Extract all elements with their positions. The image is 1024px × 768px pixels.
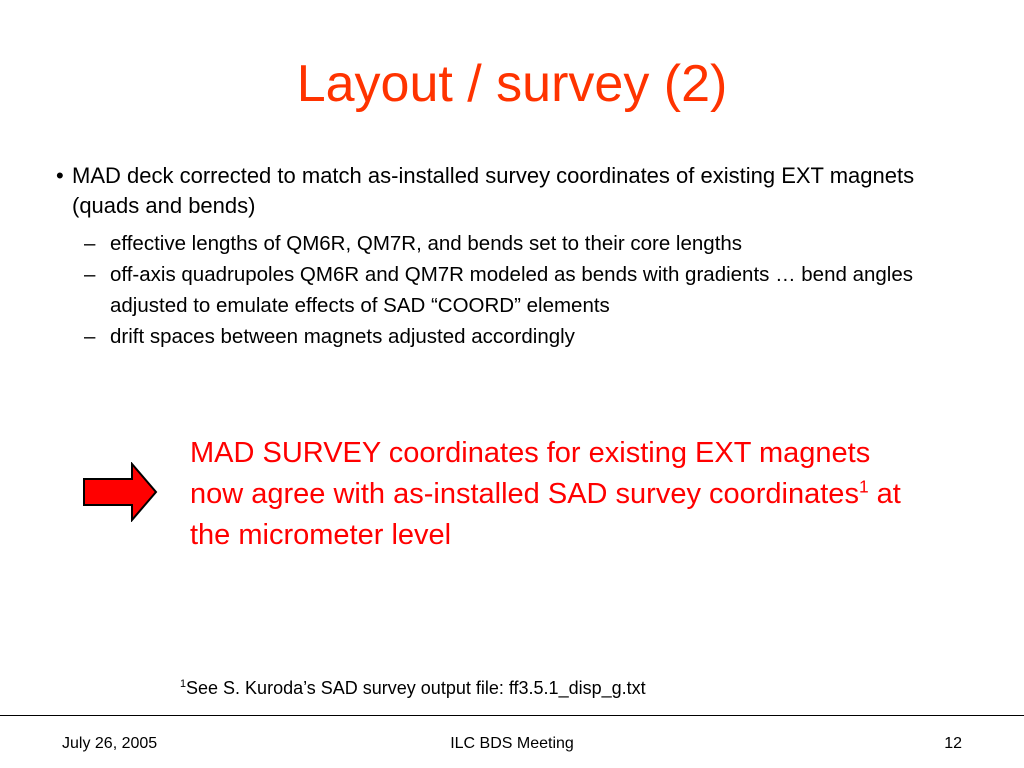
sub-bullet-item (84, 228, 976, 259)
sub-bullet-item (84, 321, 976, 352)
sub-bullet-text: off-axis quadrupoles QM6R and QM7R modeled as bends with gradients … bend angles adjusted to emulate effects of SAD “COORD” elements (110, 263, 913, 317)
bullet-list (56, 161, 976, 352)
bullet-item (56, 161, 976, 221)
right-arrow-icon (82, 462, 158, 522)
sub-bullet-marker: – (84, 325, 96, 348)
page-number: 12 (944, 735, 962, 752)
sub-bullet-item (84, 259, 976, 321)
sub-bullet-text: drift spaces between magnets adjusted accordingly (110, 325, 575, 348)
sub-bullet-marker: – (84, 263, 96, 286)
callout-main-text: MAD SURVEY coordinates for existing EXT magnets now agree with as-installed SAD survey coordinates (190, 437, 871, 510)
bullet-marker: • (56, 163, 64, 188)
callout-text (190, 433, 910, 556)
callout-tail-text: at the micrometer level (190, 478, 901, 551)
footer-divider (0, 715, 1024, 716)
slide-title: Layout / survey (2) (296, 55, 728, 113)
sub-bullet-list (84, 228, 976, 352)
footnote (180, 676, 646, 700)
footer-title: ILC BDS Meeting (450, 735, 574, 752)
bullet-text: MAD deck corrected to match as-installed survey coordinates of existing EXT magnets (quads and bends) (72, 163, 915, 218)
sub-bullet-marker: – (84, 232, 96, 255)
footnote-marker: 1 (180, 678, 187, 690)
sub-bullet-text: effective lengths of QM6R, QM7R, and bends set to their core lengths (110, 232, 743, 255)
footer-date: July 26, 2005 (62, 735, 158, 752)
footnote-reference: 1 (858, 476, 869, 497)
footnote-text: See S. Kuroda’s SAD survey output file: ff3.5.1_disp_g.txt (186, 678, 646, 698)
